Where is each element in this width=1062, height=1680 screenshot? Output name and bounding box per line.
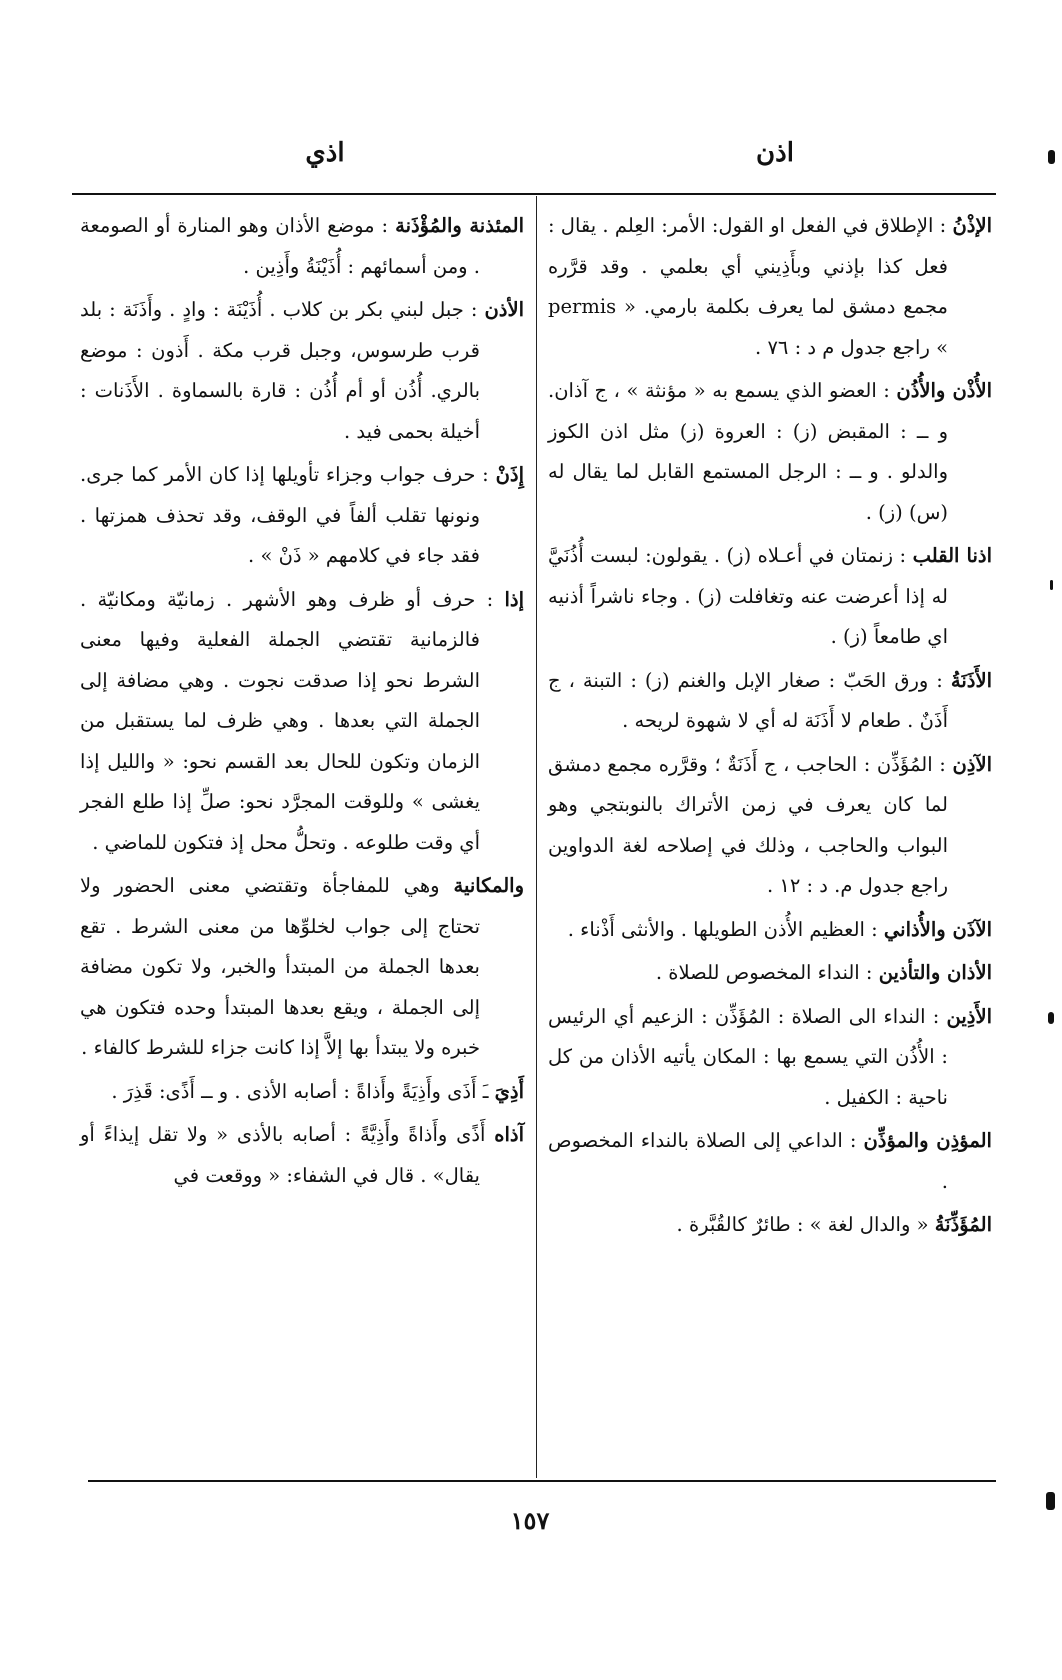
entry-text: « والدال لغة » : طائرٌ كالقُبَّرة . bbox=[676, 1213, 929, 1236]
dictionary-entry bbox=[80, 455, 524, 577]
dictionary-entry bbox=[548, 371, 992, 533]
margin-mark bbox=[1046, 1492, 1055, 1510]
dictionary-entry bbox=[548, 1121, 992, 1202]
entry-text: : حرف أو ظرف وهو الأشهر . زمانيّة ومكانيّة . فالزمانية تقتضي الجملة الفعلية وفيها معنى الشرط نحو إذا صدقت نجوت . وهي مضافة إلى الجملة التي بعدها . وهي ظرف لما يستقبل من الزمان وتكون للحال بعد القسم نحو: « والليل إذا يغشى » وللوقت المجرَّد نحو: صلِّ إذا طلع الفجر أي وقت طلوعه . وتحلُّ محل إذ فتكون للماضي . bbox=[80, 587, 494, 854]
entry-text: : جبل لبني بكر بن كلاب . أُذَيْنَة : وادٍ . وأَذَنَة : بلد قرب طرسوس، وجبل قرب مكة . أَذون : موضع بالري. أُذُن أو أم أُذُن : قارة بالسماوة . الأَذَنات : أخيلة بحمى فيد . bbox=[80, 298, 480, 443]
dictionary-entry bbox=[548, 206, 992, 368]
dictionary-entry bbox=[80, 866, 524, 1069]
dictionary-entry bbox=[548, 953, 992, 994]
entry-text: : زنمتان في أعـلاه (ز) . يقولون: لبست أُذُنَيَّ له إذا أعرضت عنه وتغافلت (ز) . وجاء ناشراً أذنيه اي طامعاً (ز) . bbox=[548, 544, 948, 648]
entry-headword: والمكانية bbox=[453, 874, 525, 897]
entry-headword: المُؤَذِّنَةُ bbox=[934, 1213, 992, 1236]
entry-text: : العضو الذي يسمع به « مؤنثة » ، ج آذان. و ــ : المقبض (ز) : العروة (ز) مثل اذن الكوز والدلو . و ــ : الرجل المستمع القابل لما يقال له (س) (ز) . bbox=[548, 379, 948, 524]
entry-text: أَذًى وأَذاةً وأَذِيَّةً : أصابه بالأذى « ولا تقل إيذاءً أو يقال» . قال في الشفاء: « ووقعت في bbox=[80, 1123, 486, 1187]
entry-headword: أَذِيَ bbox=[494, 1079, 524, 1103]
dictionary-entry bbox=[80, 580, 524, 864]
dictionary-entry bbox=[80, 206, 524, 287]
dictionary-entry bbox=[80, 1072, 524, 1113]
dictionary-entry bbox=[80, 290, 524, 452]
footer-rule bbox=[88, 1480, 996, 1482]
dictionary-entry bbox=[548, 661, 992, 742]
entry-text: : النداء الى الصلاة : المُؤَذِّن : الزعيم أي الرئيس : الأُذُن التي يسمع بها : المكان يأتيه الأذان من كل ناحية : الكفيل . bbox=[548, 1004, 948, 1109]
entry-headword: الأَذِين bbox=[946, 1004, 992, 1028]
entry-text: : النداء المخصوص للصلاة . bbox=[655, 961, 873, 984]
margin-mark bbox=[1048, 150, 1055, 164]
running-header-right: اذن bbox=[756, 138, 794, 168]
margin-mark bbox=[1048, 1012, 1054, 1024]
entry-text: : الداعي إلى الصلاة بالنداء المخصوص . bbox=[548, 1129, 948, 1193]
margin-mark bbox=[1050, 580, 1053, 590]
entry-headword: إذا bbox=[504, 587, 525, 611]
entry-text: : موضع الأذان وهو المنارة أو الصومعة . ومن أسمائهم : أُذَيْنَةُ وأَذِين . bbox=[80, 214, 480, 278]
dictionary-entry bbox=[548, 910, 992, 951]
entry-headword: الأذن bbox=[484, 298, 525, 321]
entry-text: ـَ أَذَى وأَذِيَةً وأَذاةً : أصابه الأذى . و ــ أَذًى: قَذِرَ . bbox=[111, 1079, 489, 1103]
dictionary-entry bbox=[548, 997, 992, 1119]
entry-headword: اذنا القلب bbox=[912, 544, 992, 567]
dictionary-entry bbox=[548, 1205, 992, 1246]
entry-text: : المُؤَذِّن : الحاجب ، ج أَذَنَةٌ ؛ وقرَّره مجمع دمشق لما كان يعرف في زمن الأتراك بالنوبتجي وهو البواب والحاجب ، وذلك في إصلاحه لغة الدواوين راجع جدول م. د : ١٢ . bbox=[548, 752, 948, 897]
entry-headword: الإذْنُ bbox=[952, 214, 992, 237]
running-header-left: اذي bbox=[305, 138, 345, 168]
header-rule bbox=[72, 193, 996, 195]
entry-headword: الآذَن والأُذاني bbox=[883, 917, 992, 941]
right-column bbox=[548, 206, 992, 1249]
column-divider bbox=[536, 196, 537, 1478]
dictionary-entry bbox=[548, 536, 992, 658]
entry-headword: آذاه bbox=[494, 1123, 524, 1146]
entry-text: وهي للمفاجأة وتقتضي معنى الحضور ولا تحتاج إلى جواب لخلوِّها من معنى الشرط . تقع بعدها الجملة من المبتدأ والخبر، ولا تكون مضافة إلى الجملة ، ويقع بعدها المبتدأ وحده فتكون هي خبره ولا يبتدأ بها إلاَّ إذا كانت جزاء للشرط كالفاء . bbox=[80, 874, 480, 1059]
entry-headword: الأذان والتأذين bbox=[878, 961, 992, 984]
entry-headword: المؤذِن والمؤذِّن bbox=[863, 1129, 992, 1152]
entry-headword: المئذنة والمُؤْذَنة bbox=[395, 214, 524, 237]
entry-headword: الأَذَنَةُ bbox=[950, 668, 992, 692]
entry-text: : حرف جواب وجزاء تأويلها إذا كان الأمر كما جرى. ونونها تقلب ألفاً في الوقف، وقد تحذف همزتها . فقد جاء في كلامهم « ذَنْ » . bbox=[80, 463, 489, 567]
dictionary-entry bbox=[548, 745, 992, 907]
dictionary-entry bbox=[80, 1115, 524, 1196]
left-column bbox=[80, 206, 524, 1199]
entry-headword: إِذَنْ bbox=[495, 463, 524, 486]
entry-headword: الآذِن bbox=[952, 752, 992, 776]
entry-headword: الأُذْن والأُذُن bbox=[896, 379, 992, 402]
entry-text: : العظيم الأُذن الطويلها . والأنثى أَذْناء . bbox=[567, 917, 878, 941]
page-number: ١٥٧ bbox=[510, 1506, 550, 1535]
entry-text: : الإطلاق في الفعل او القول: الأمر: العِلم . يقال : فعل كذا بإذني وبأَذِيني أي بعلمي . وقد قرَّره مجمع دمشق لما يعرف بكلمة بارمي. « permis » راجع جدول م د : ٧٦ . bbox=[548, 214, 948, 359]
entry-text: : ورق الحَبّ : صغار الإبل والغنم (ز) : التبنة ، ج أَذَنٌ . طعام لا أَذَنَة له أي لا شهوة لريحه . bbox=[548, 668, 948, 732]
